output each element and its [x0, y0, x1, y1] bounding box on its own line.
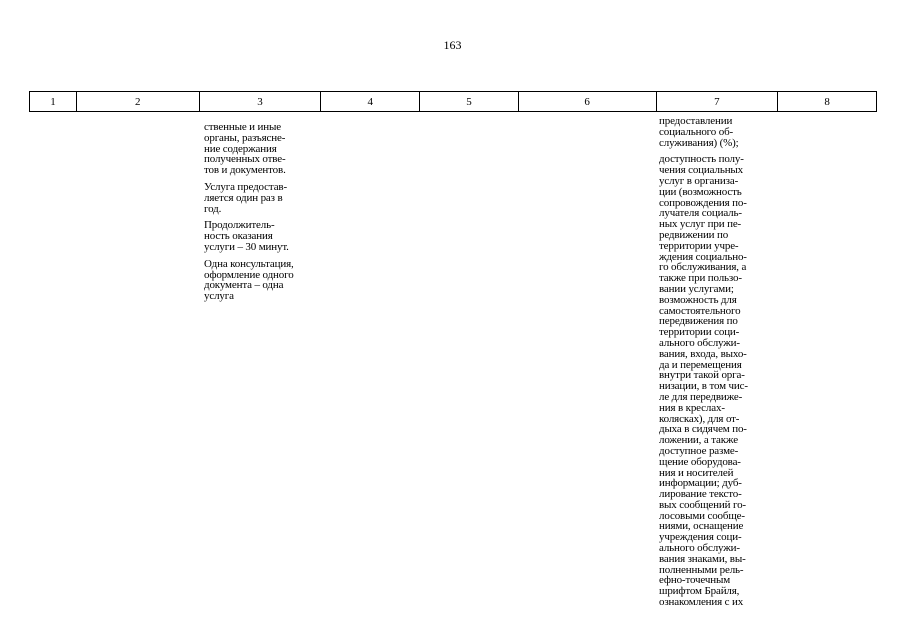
column-7-paragraph [659, 154, 777, 607]
header-cell-3: 3 [200, 92, 322, 111]
col3-line: Продолжитель- ность оказания услуги – 30 минут. [204, 219, 289, 253]
column-3-paragraph [204, 259, 322, 302]
table-header-row [29, 91, 877, 112]
header-cell-7: 7 [657, 92, 779, 111]
header-cell-4: 4 [321, 92, 420, 111]
header-cell-2: 2 [77, 92, 200, 111]
header-cell-8: 8 [824, 96, 830, 108]
header-cell-5: 5 [420, 92, 519, 111]
col3-line: Услуга предостав- ляется один раз в год. [204, 180, 287, 215]
header-cell-1: 1 [30, 92, 77, 111]
column-3-paragraph [204, 182, 322, 214]
col7-line: доступность полу- чения социальных услуг в организа- ции (возможность сопровождения по- лучателя социаль- ных услуг при пе- редвижении по территории учре- ждения социально- го обслуживания, а также при пользо- вании услугами; возможность для самостоятельного передвижения по территории соци- ального обслужи- вания, входа, выхо- да и перемещения внутри такой орга- низации, в том чис- ле для передвиже- ния в креслах- колясках), для от- дыха в сидячем по- ложении, а также доступное разме- щение оборудова- ния и носителей информации; дуб- лирование тексто- вых сообщений го- лосовыми сообще- ниями, оснащение учреждения соци- ального обслужи- вания знаками, вы- полненными рель- ефно-точечным шрифтом Брайля, ознакомления с их [659, 153, 748, 609]
col3-line: ственные и иные органы, разъясне- ние содержания полученных отве- тов и документов. [204, 121, 286, 177]
column-3-text [204, 122, 322, 308]
header-cell-6: 6 [519, 92, 657, 111]
column-3-paragraph [204, 122, 322, 176]
column-3-paragraph [204, 220, 322, 252]
page-number: 163 [443, 38, 462, 52]
column-7-paragraph [659, 116, 777, 148]
column-7-text [659, 116, 777, 614]
col7-line: предоставлении социального об- служивания) (%); [659, 115, 739, 149]
col3-line: Одна консультация, оформление одного документа – одна услуга [204, 257, 294, 303]
